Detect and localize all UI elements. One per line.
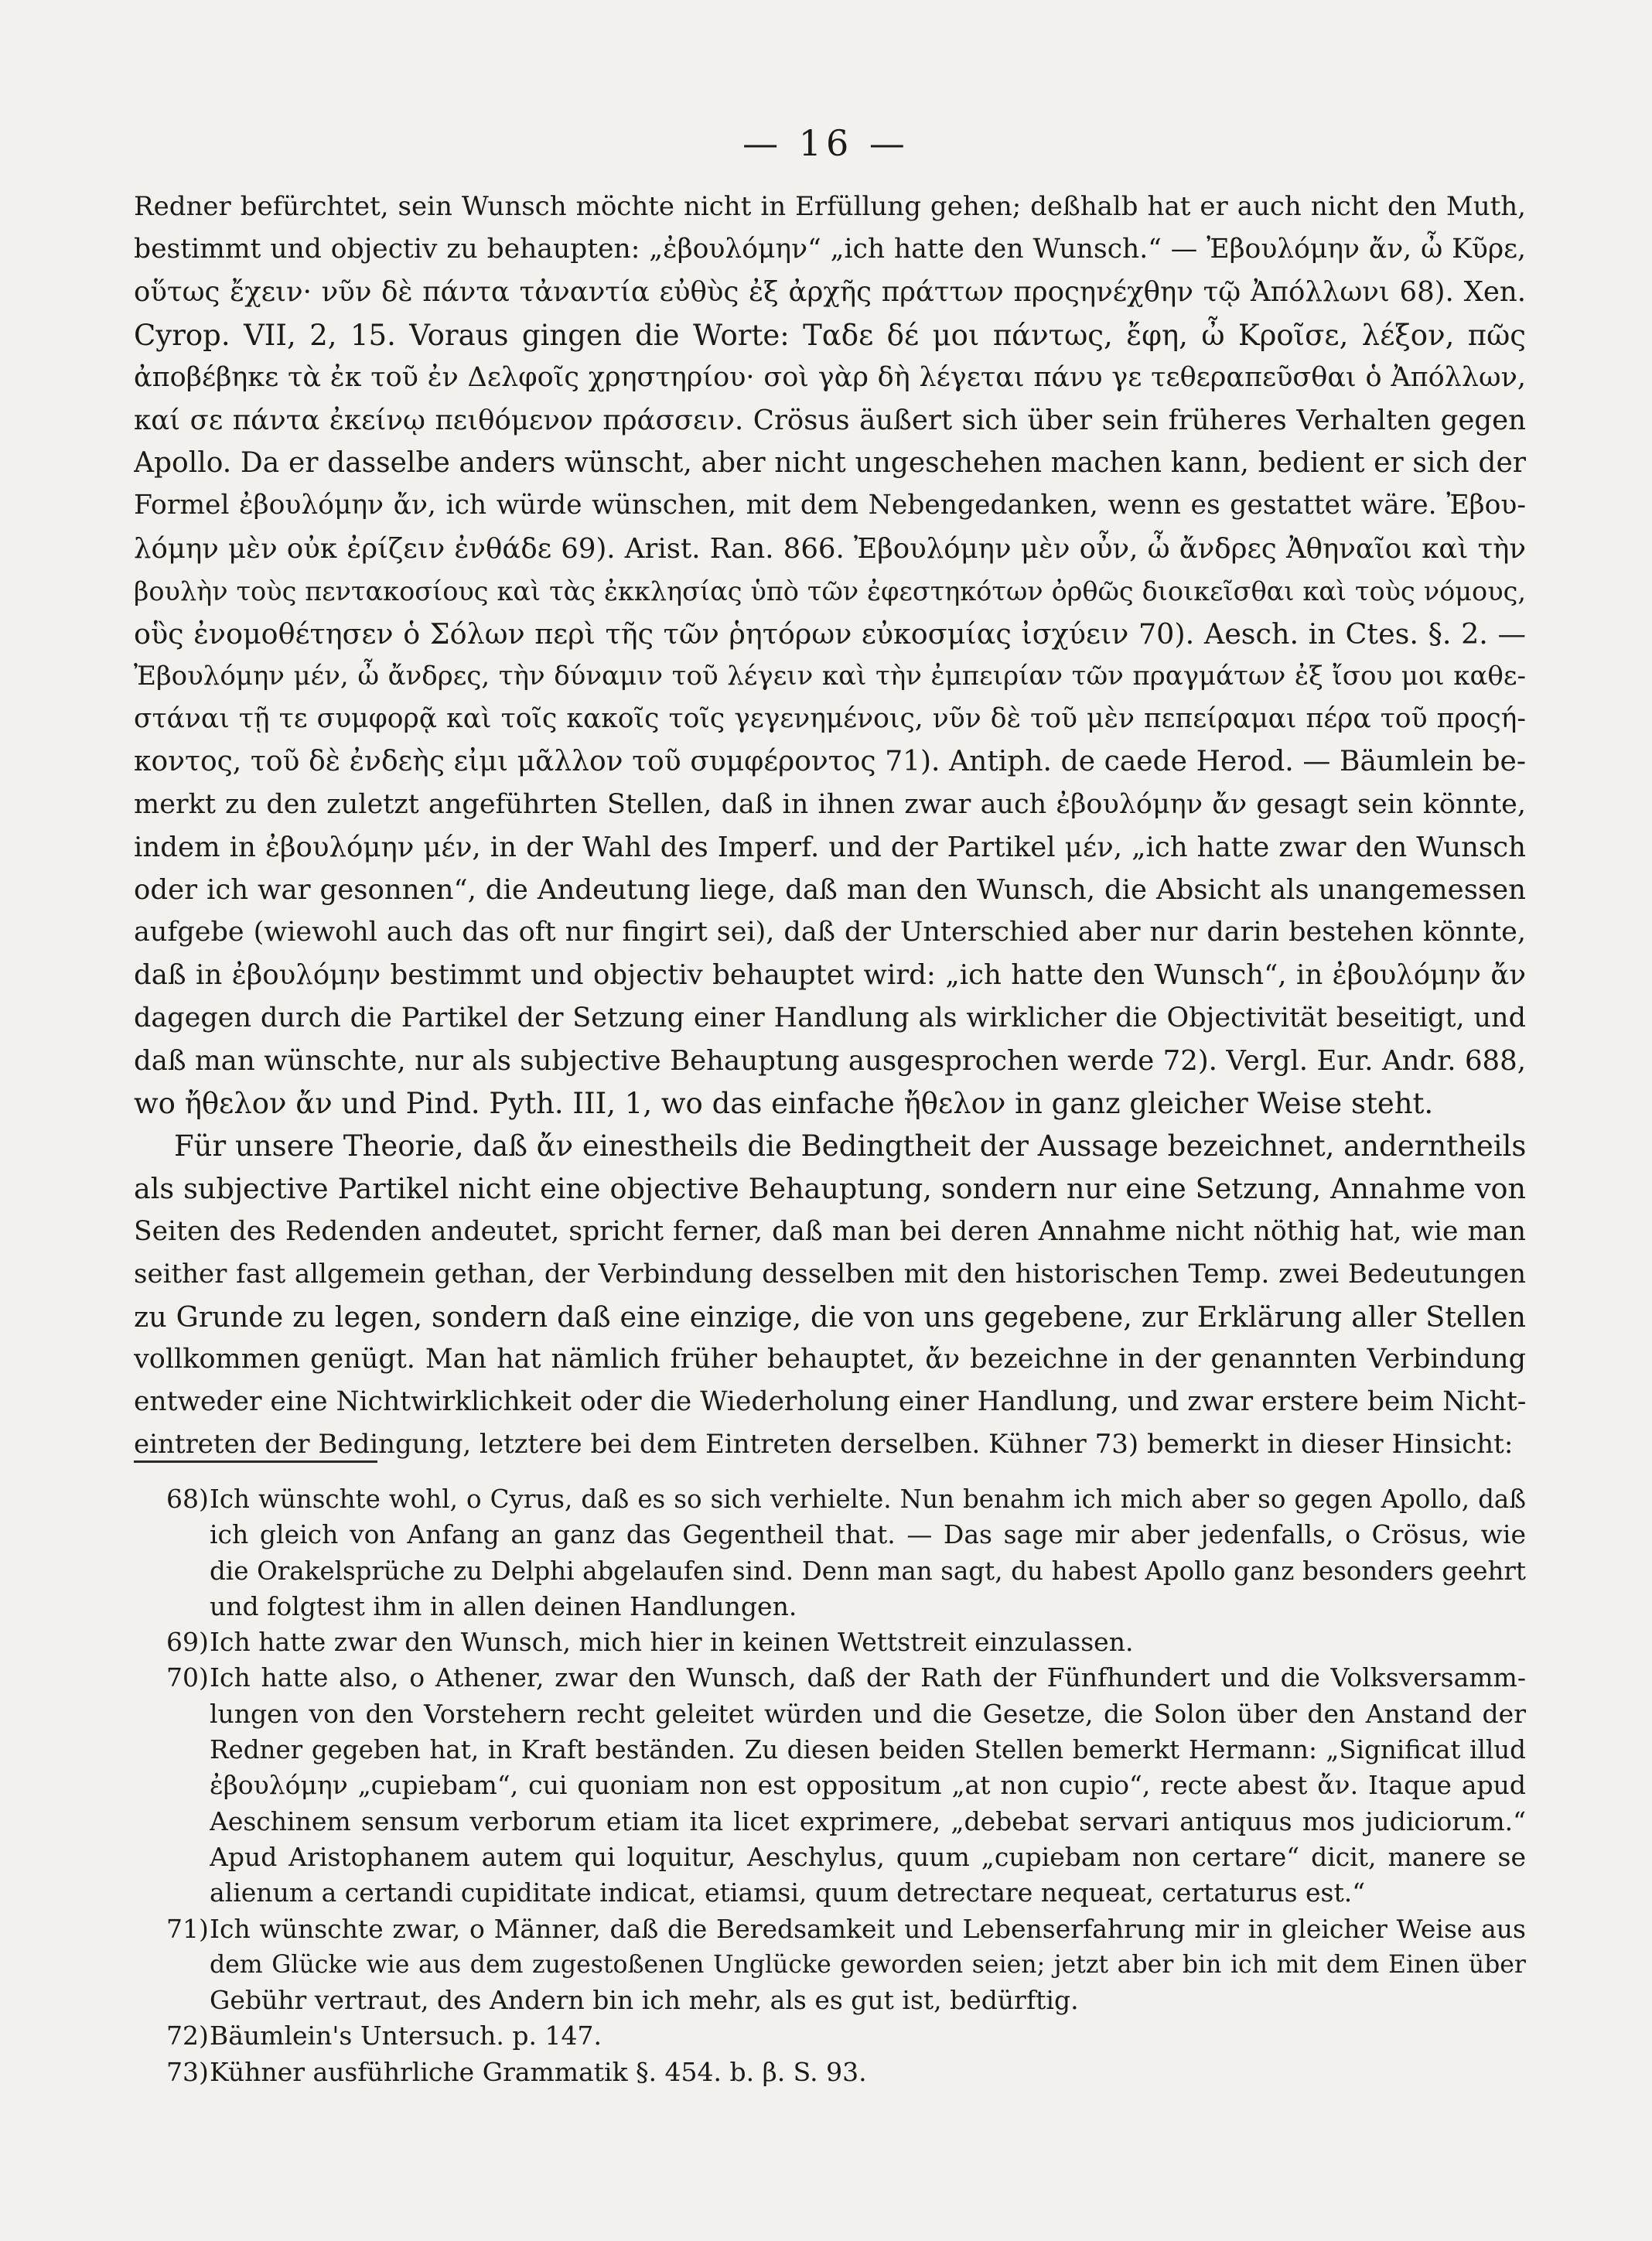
text-line: Redner befürchtet, sein Wunsch möchte nicht in Erfüllung gehen; deßhalb hat er auch nicht den Muth, [134, 191, 1526, 222]
footnote-separator [134, 1460, 377, 1463]
text-line: als subjective Partikel nicht eine objective Behauptung, sondern nur eine Setzung, Annahme von [134, 1172, 1526, 1206]
page-number: — 16 — [742, 122, 910, 164]
text-line: Apollo. Da er dasselbe anders wünscht, aber nicht ungeschehen machen kann, bedient er sich der [134, 447, 1526, 480]
text-line: zu Grunde zu legen, sondern daß eine einzige, die von uns gegebene, zur Erklärung aller Stellen [134, 1300, 1526, 1334]
footnote-line: dem Glücke wie aus dem zugestoßenen Unglücke geworden seien; jetzt aber bin ich mit dem Einen über [210, 1950, 1526, 1979]
text-line: dagegen durch die Partikel der Setzung einer Handlung als wirklicher die Objectivität beseitigt, und [134, 1002, 1526, 1033]
footnote [134, 1660, 1526, 1911]
text-line: merkt zu den zuletzt angeführten Stellen, daß in ihnen zwar auch ἐβουλόμην ἄν gesagt sein könnte, [134, 788, 1526, 820]
footnote-line: Aeschinem sensum verborum etiam ita licet exprimere, „debebat servari antiquus mos judiciorum.“ [210, 1805, 1526, 1836]
footnote-number: 72) [166, 2021, 209, 2051]
text-line: Cyrop. VII, 2, 15. Voraus gingen die Worte: Ταδε δέ μοι πάντως, ἔφη, ὦ Κροῖσε, λέξον, πῶς [134, 318, 1526, 352]
text-line: aufgebe (wiewohl auch das oft nur fingirt sei), daß der Unterschied aber nur darin bestehen könnte, [134, 917, 1526, 948]
footnote-line: alienum a certandi cupiditate indicat, etiamsi, quum detrectare nequeat, certaturus est.“ [210, 1877, 1366, 1908]
text-line: indem in ἐβουλόμην μέν, in der Wahl des Imperf. und der Partikel μέν, „ich hatte zwar den Wunsch [134, 831, 1526, 863]
footnote [134, 1624, 1526, 1660]
text-line: vollkommen genügt. Man hat nämlich früher behauptet, ἄν bezeichne in der genannten Verbindung [134, 1344, 1526, 1375]
footnote-number: 68) [166, 1484, 209, 1514]
text-line: στάναι τῇ τε συμφορᾷ καὶ τοῖς κακοῖς τοῖς γεγενημένοις, νῦν δὲ τοῦ μὲν πεπείραμαι πέρα τοῦ προςή- [134, 703, 1526, 735]
text-line: wo ἤθελον ἄν und Pind. Pyth. III, 1, wo das einfache ἤθελον in ganz gleicher Weise steht. [134, 1086, 1434, 1120]
footnote [134, 1911, 1526, 2019]
text-line: eintreten der Bedingung, letztere bei dem Eintreten derselben. Kühner 73) bemerkt in dieser Hinsicht: [134, 1429, 1514, 1460]
text-line: Seiten des Redenden andeutet, spricht ferner, daß man bei deren Annahme nicht nöthig hat, wie man [134, 1215, 1526, 1247]
text-line: οὕτως ἔχειν· νῦν δὲ πάντα τἀναντία εὐθὺς ἐξ ἀρχῆς πράττων προςηνέχθην τῷ Ἀπόλλωνι 68). Xen. [134, 276, 1526, 309]
footnote-line: Ich wünschte wohl, o Cyrus, daß es so sich verhielte. Nun benahm ich mich aber so gegen Apollo, daß [210, 1484, 1526, 1514]
footnote [134, 1481, 1526, 1624]
text-line: Ἐβουλόμην μέν, ὦ ἄνδρες, τὴν δύναμιν τοῦ λέγειν καὶ τὴν ἐμπειρίαν τῶν πραγμάτων ἐξ ἴσου μοι καθε- [134, 661, 1526, 692]
footnotes [134, 1481, 1526, 2090]
text-line: daß in ἐβουλόμην bestimmt und objectiv behauptet wird: „ich hatte den Wunsch“, in ἐβουλόμην ἄν [134, 959, 1526, 992]
footnote-line: Ich hatte also, o Athener, zwar den Wunsch, daß der Rath der Fünfhundert und die Volksversamm- [210, 1662, 1526, 1693]
text-line: λόμην μὲν οὐκ ἐρίζειν ἐνθάδε 69). Arist. Ran. 866. Ἐβουλόμην μὲν οὖν, ὦ ἄνδρες Ἀθηναῖοι καὶ τὴν [134, 532, 1526, 565]
footnote [134, 2055, 1526, 2090]
text-line: βουλὴν τοὺς πεντακοσίους καὶ τὰς ἐκκλησίας ὑπὸ τῶν ἐφεστηκότων ὀρθῶς διοικεῖσθαι καὶ τοὺς νόμους, [134, 576, 1526, 606]
text-line: seither fast allgemein gethan, der Verbindung desselben mit den historischen Temp. zwei Bedeutungen [134, 1258, 1526, 1290]
footnote-line: Gebühr vertraut, des Andern bin ich mehr, als es gut ist, bedürftig. [210, 1985, 1079, 2016]
text-line: oder ich war gesonnen“, die Andeutung liege, daß man den Wunsch, die Absicht als unangemessen [134, 874, 1526, 906]
text-line: Für unsere Theorie, daß ἄν einestheils die Bedingtheit der Aussage bezeichnet, anderntheils [174, 1129, 1526, 1163]
footnote-line: Ich wünschte zwar, o Männer, daß die Beredsamkeit und Lebenserfahrung mir in gleicher Weise aus [210, 1913, 1526, 1944]
text-line: ἀποβέβηκε τὰ ἐκ τοῦ ἐν Δελφοῖς χρηστηρίου· σοὶ γὰρ δὴ λέγεται πάνυ γε τεθεραπεῦσθαι ὁ Ἀπόλλων, [134, 361, 1526, 393]
text-line: daß man wünschte, nur als subjective Behauptung ausgesprochen werde 72). Vergl. Eur. Andr. 688, [134, 1044, 1526, 1077]
text-line: bestimmt und objectiv zu behaupten: „ἐβουλόμην“ „ich hatte den Wunsch.“ — Ἐβουλόμην ἄν, ὦ Κῦρε, [134, 234, 1526, 265]
footnote-line: lungen von den Vorstehern recht geleitet würden und die Gesetze, die Solon über den Anstand der [210, 1698, 1526, 1729]
footnote-line: Redner gegeben hat, in Kraft beständen. Zu diesen beiden Stellen bemerkt Hermann: „Significat illud [210, 1735, 1526, 1765]
text-line: entweder eine Nichtwirklichkeit oder die Wiederholung einer Handlung, und zwar erstere beim Nicht- [134, 1386, 1526, 1418]
footnote-line: die Orakelsprüche zu Delphi abgelaufen sind. Denn man sagt, du habest Apollo ganz besonders geehrt [210, 1556, 1526, 1586]
footnote-line: und folgtest ihm in allen deinen Handlungen. [210, 1590, 797, 1621]
footnote-number: 73) [166, 2056, 209, 2087]
text-line: οὓς ἐνομοθέτησεν ὁ Σόλων περὶ τῆς τῶν ῥητόρων εὐκοσμίας ἰσχύειν 70). Aesch. in Ctes. §. 2. — [134, 617, 1526, 651]
footnote-number: 71) [166, 1913, 209, 1944]
footnote-line: Bäumlein's Untersuch. p. 147. [210, 2021, 602, 2051]
footnote-line: ich gleich von Anfang an ganz das Gegentheil that. — Das sage mir aber jedenfalls, o Crösus, wie [210, 1519, 1526, 1550]
footnote-number: 69) [166, 1627, 209, 1658]
footnote-line: Apud Aristophanem autem qui loquitur, Aeschylus, quum „cupiebam non certare“ dicit, manere se [210, 1841, 1526, 1872]
footnote-line: Kühner ausführliche Grammatik §. 454. b. β. S. 93. [210, 2056, 867, 2087]
text-line: Formel ἐβουλόμην ἄν, ich würde wünschen, mit dem Nebengedanken, wenn es gestattet wäre. Ἐβου- [134, 490, 1526, 521]
text-line: καί σε πάντα ἐκείνῳ πειθόμενον πράσσειν. Crösus äußert sich über sein früheres Verhalten gegen [134, 404, 1526, 436]
footnote-number: 70) [166, 1662, 209, 1693]
main-text [134, 186, 1526, 1467]
footnote-line: Ich hatte zwar den Wunsch, mich hier in keinen Wettstreit einzulassen. [210, 1627, 1134, 1658]
footnote-line: ἐβουλόμην „cupiebam“, cui quoniam non est oppositum „at non cupio“, recte abest ἄν. Itaque apud [210, 1770, 1526, 1801]
text-line: κοντος, τοῦ δὲ ἐνδεὴς εἰμι μᾶλλον τοῦ συμφέροντος 71). Antiph. de caede Herod. — Bäumlein be- [134, 746, 1526, 778]
footnote [134, 2018, 1526, 2054]
